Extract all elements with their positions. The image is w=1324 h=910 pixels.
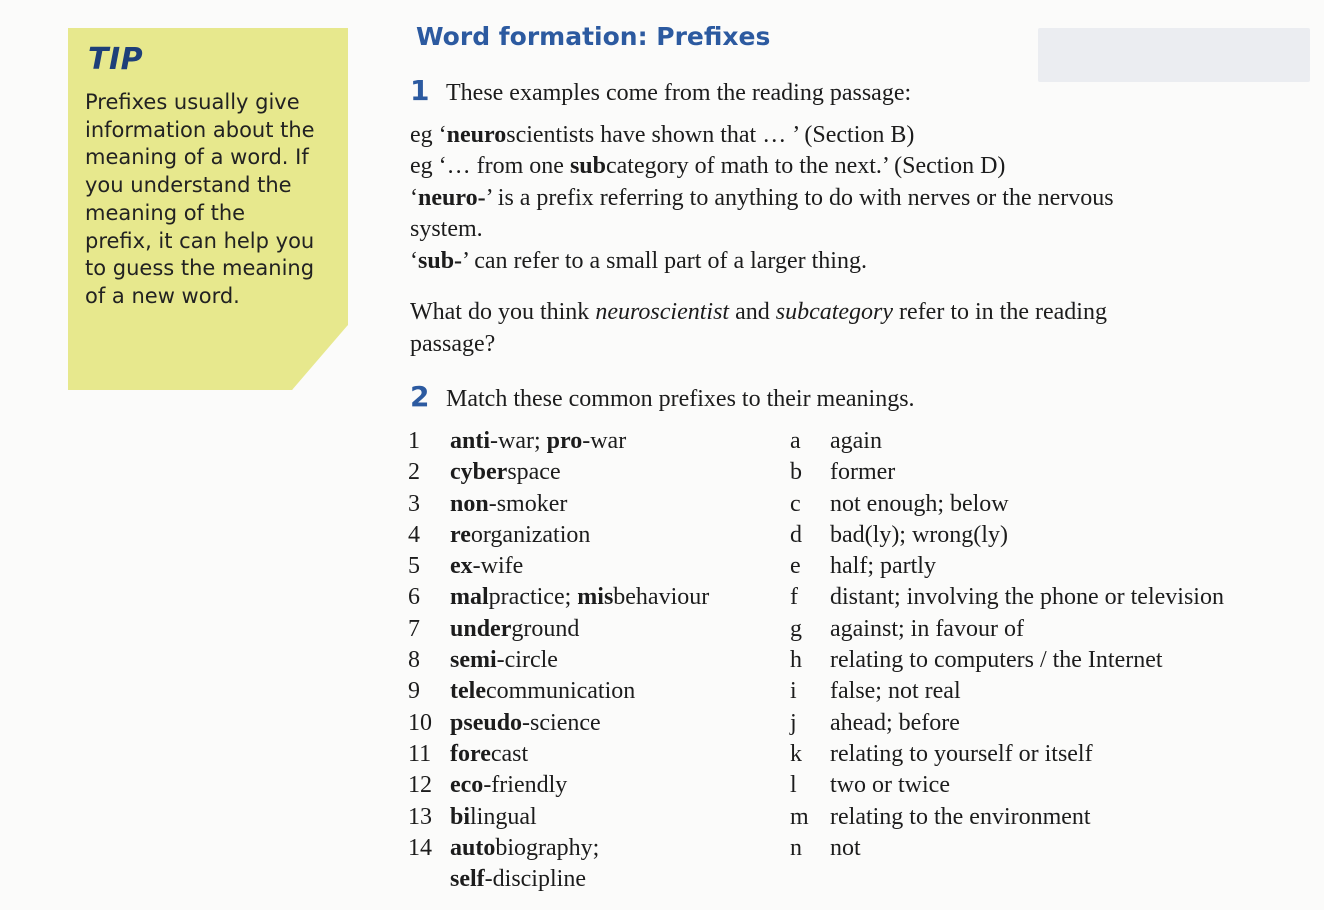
meaning-text: relating to computers / the Internet [830, 647, 1163, 674]
prefix-number: 2 [408, 459, 420, 486]
meaning-text: not [830, 834, 861, 861]
prefix-text: non-smoker [450, 490, 568, 517]
prefix-item [408, 739, 788, 770]
prefix-number: 5 [408, 553, 420, 580]
meaning-item [790, 582, 1320, 613]
prefix-item [408, 676, 788, 707]
meaning-item [790, 708, 1320, 739]
prefix-item [408, 489, 788, 520]
prefix-text: malpractice; misbehaviour [450, 584, 710, 611]
prefix-list [408, 426, 788, 895]
instruction-text: Match these common prefixes to their meanings. [446, 386, 915, 412]
note-line-continued: system. [410, 216, 483, 242]
prefix-text: eco-friendly [450, 772, 568, 799]
prefix-number: 1 [408, 428, 420, 454]
prefix-item [408, 645, 788, 676]
meaning-text: again [830, 428, 882, 454]
meaning-text: half; partly [830, 553, 936, 580]
prefix-text: self-discipline [450, 866, 586, 893]
meaning-item [790, 833, 1320, 864]
question-line: What do you think neuroscientist and subcategory refer to in the reading [410, 299, 1107, 325]
meaning-list [790, 426, 1320, 864]
prefix-item [408, 708, 788, 739]
tip-body: Prefixes usually give information about the meaning of a word. If you understand the meaning of the prefix, it can help you to guess the meaning of a new word. [85, 90, 315, 308]
prefix-text: anti-war; pro-war [450, 428, 627, 454]
meaning-item [790, 614, 1320, 645]
meaning-letter: n [790, 834, 802, 861]
prefix-text: cyberspace [450, 459, 561, 486]
meaning-letter: i [790, 678, 797, 705]
meaning-item [790, 802, 1320, 833]
example-line: eg ‘… from one subcategory of math to the next.’ (Section D) [410, 153, 1006, 179]
exercise-number: 2 [410, 380, 430, 413]
meaning-letter: f [790, 584, 798, 611]
prefix-number: 4 [408, 521, 420, 548]
prefix-number: 8 [408, 647, 420, 674]
meaning-letter: d [790, 521, 802, 548]
prefix-item [408, 457, 788, 488]
meaning-item [790, 645, 1320, 676]
prefix-item [408, 833, 788, 864]
prefix-text: ex-wife [450, 553, 524, 580]
prefix-number: 7 [408, 615, 420, 642]
meaning-letter: h [790, 647, 802, 674]
exercise-2-instruction [410, 380, 915, 413]
note-line: ‘sub-’ can refer to a small part of a larger thing. [410, 248, 867, 274]
prefix-item [408, 802, 788, 833]
note-line: ‘neuro-’ is a prefix referring to anything to do with nerves or the nervous [410, 185, 1114, 211]
prefix-item [408, 520, 788, 551]
prefix-number: 14 [408, 834, 432, 861]
meaning-letter: l [790, 772, 797, 799]
meaning-item [790, 551, 1320, 582]
prefix-number: 6 [408, 584, 420, 611]
prefix-number: 9 [408, 678, 420, 705]
exercise-number: 1 [410, 74, 430, 107]
prefix-item [408, 770, 788, 801]
prefix-text: underground [450, 615, 580, 642]
meaning-text: false; not real [830, 678, 961, 705]
prefix-number: 13 [408, 803, 432, 830]
prefix-item [408, 426, 788, 457]
prefix-text: pseudo-science [450, 709, 601, 736]
prefix-item [408, 864, 788, 895]
prefix-item [408, 551, 788, 582]
example-line: eg ‘neuroscientists have shown that … ’ (Section B) [410, 122, 915, 148]
prefix-text: reorganization [450, 521, 591, 548]
prefix-number: 3 [408, 490, 420, 517]
meaning-item [790, 457, 1320, 488]
prefix-text: autobiography; [450, 834, 600, 861]
meaning-letter: k [790, 740, 802, 767]
tip-title: TIP [88, 42, 144, 77]
meaning-text: against; in favour of [830, 615, 1024, 642]
meaning-item [790, 739, 1320, 770]
meaning-item [790, 426, 1320, 457]
section-heading: Word formation: Prefixes [416, 22, 771, 51]
meaning-letter: m [790, 803, 809, 830]
meaning-text: relating to the environment [830, 803, 1091, 830]
meaning-letter: c [790, 490, 801, 517]
meaning-letter: j [790, 709, 797, 736]
meaning-item [790, 770, 1320, 801]
prefix-number: 10 [408, 709, 432, 736]
meaning-letter: a [790, 428, 801, 454]
meaning-letter: g [790, 615, 802, 642]
prefix-item [408, 614, 788, 645]
meaning-letter: b [790, 459, 802, 486]
meaning-text: two or twice [830, 772, 950, 799]
meaning-text: relating to yourself or itself [830, 740, 1093, 767]
bleedthrough-band [1038, 28, 1310, 82]
prefix-text: forecast [450, 740, 529, 767]
prefix-number: 12 [408, 772, 432, 799]
meaning-text: not enough; below [830, 490, 1009, 517]
meaning-letter: e [790, 553, 801, 580]
meaning-item [790, 489, 1320, 520]
meaning-item [790, 520, 1320, 551]
meaning-text: bad(ly); wrong(ly) [830, 521, 1008, 548]
prefix-text: telecommunication [450, 678, 636, 705]
meaning-item [790, 676, 1320, 707]
prefix-text: semi-circle [450, 647, 558, 674]
instruction-text: These examples come from the reading passage: [446, 80, 912, 106]
meaning-text: distant; involving the phone or television [830, 584, 1224, 611]
question-line-continued: passage? [410, 331, 496, 357]
meaning-text: ahead; before [830, 709, 960, 736]
prefix-number: 11 [408, 740, 432, 767]
prefix-text: bilingual [450, 803, 537, 830]
meaning-text: former [830, 459, 896, 486]
prefix-item [408, 582, 788, 613]
exercise-1-instruction [410, 74, 911, 107]
